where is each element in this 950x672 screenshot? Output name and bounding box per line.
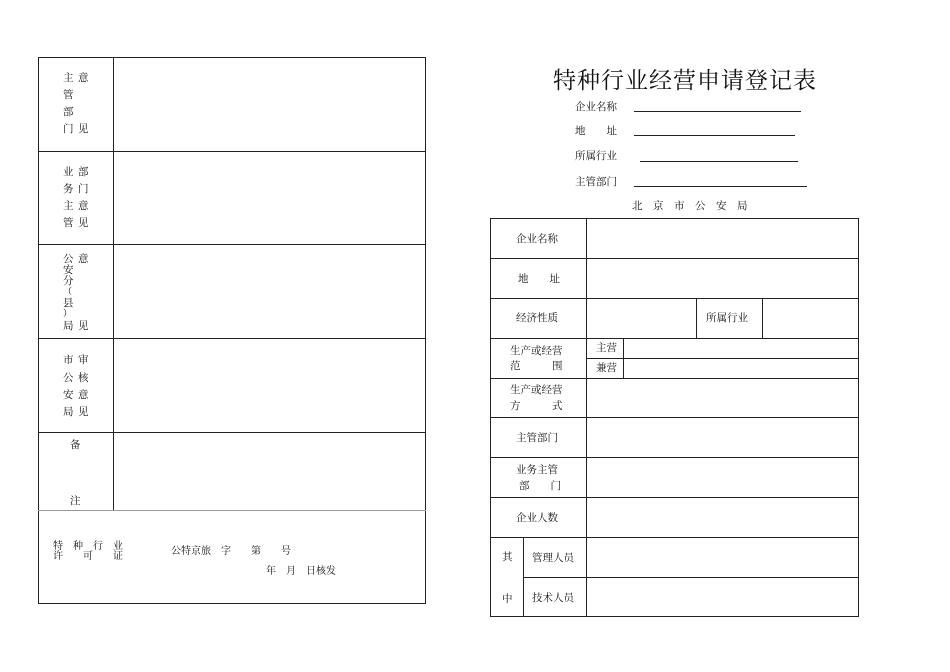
label-char: 管 — [63, 89, 74, 101]
label-char: 县 — [63, 297, 74, 309]
opinion-field[interactable] — [114, 245, 425, 338]
label-char: 审 — [78, 354, 89, 366]
table-col-line — [523, 537, 524, 617]
label-char: 意 — [78, 200, 89, 212]
permit-label-line1: 特 种 行 业 — [53, 541, 123, 552]
label-econ-nature: 经济性质 — [516, 312, 558, 324]
managers-field[interactable] — [587, 538, 858, 577]
label-char: 门 — [63, 123, 74, 135]
opinion-field[interactable] — [114, 152, 425, 244]
label-dept: 主管部门 — [516, 432, 558, 444]
label-among-1: 其 — [502, 551, 513, 563]
label-char: 意 — [78, 72, 89, 84]
opinion-field[interactable] — [114, 58, 425, 150]
header-address-field[interactable] — [634, 135, 795, 136]
side-biz-field[interactable] — [624, 359, 858, 378]
label-char: 注 — [70, 495, 81, 507]
header-label-address: 地 址 — [575, 125, 617, 137]
label-side-biz: 兼营 — [596, 362, 617, 374]
label-address: 地 址 — [518, 273, 560, 285]
label-scope-line1: 生产或经营 — [510, 345, 563, 357]
label-char: 备 — [70, 439, 81, 451]
label-char: 安 — [63, 389, 74, 401]
label-char: 业 — [63, 166, 74, 178]
label-company-name: 企业名称 — [516, 233, 558, 245]
label-mode-line2: 方 式 — [510, 400, 563, 412]
label-char: 务 — [63, 183, 74, 195]
label-char: 门 — [78, 183, 89, 195]
industry-field[interactable] — [763, 299, 858, 338]
company-name-field[interactable] — [587, 219, 858, 258]
header-dept-field[interactable] — [634, 186, 807, 187]
label-char: 局 — [63, 320, 74, 332]
label-technicians: 技术人员 — [532, 592, 574, 604]
label-char: （ — [63, 287, 73, 297]
label-char: 公 — [63, 372, 74, 384]
label-char: 市 — [63, 354, 74, 366]
label-char: 管 — [63, 217, 74, 229]
label-char: 主 — [63, 200, 74, 212]
form-title: 特种行业经营申请登记表 — [553, 68, 817, 94]
label-char: 安 — [63, 264, 74, 276]
label-managers: 管理人员 — [532, 552, 574, 564]
label-headcount: 企业人数 — [516, 512, 558, 524]
label-biz-dept-line1: 业务主管 — [516, 464, 558, 476]
label-char: 意 — [78, 389, 89, 401]
permit-label-line2: 许 可 证 — [53, 551, 123, 562]
label-char: 见 — [78, 406, 89, 418]
label-char: 核 — [78, 372, 89, 384]
label-char: 见 — [78, 320, 89, 332]
table-col-line — [696, 298, 697, 338]
econ-nature-field[interactable] — [587, 299, 696, 338]
label-main-biz: 主营 — [596, 342, 617, 354]
label-among-2: 中 — [502, 593, 513, 605]
opinion-field[interactable] — [114, 339, 425, 432]
permit-date: 年 月 日核发 — [266, 566, 336, 577]
header-label-company: 企业名称 — [575, 101, 617, 113]
label-biz-dept-line2: 部 门 — [519, 480, 561, 492]
main-biz-field[interactable] — [624, 339, 858, 358]
label-industry: 所属行业 — [706, 312, 748, 324]
label-char: 部 — [63, 106, 74, 118]
technicians-field[interactable] — [587, 578, 858, 616]
label-char: 见 — [78, 217, 89, 229]
biz-dept-field[interactable] — [587, 458, 858, 497]
mode-field[interactable] — [587, 379, 858, 417]
header-company-field[interactable] — [634, 111, 801, 112]
address-field[interactable] — [587, 259, 858, 298]
label-char: 主 — [63, 72, 74, 84]
row-divider — [38, 510, 426, 511]
label-char: 分 — [63, 275, 74, 287]
issuer: 北 京 市 公 安 局 — [632, 200, 748, 212]
label-char: 意 — [78, 253, 89, 265]
dept-field[interactable] — [587, 418, 858, 457]
label-mode-line1: 生产或经营 — [510, 384, 563, 396]
label-char: 公 — [63, 253, 74, 265]
label-char: 部 — [78, 166, 89, 178]
label-char: ） — [63, 309, 73, 319]
header-label-dept: 主管部门 — [575, 176, 617, 188]
label-char: 见 — [78, 123, 89, 135]
label-scope-line2: 范 围 — [510, 360, 563, 372]
headcount-field[interactable] — [587, 498, 858, 537]
header-industry-field[interactable] — [640, 161, 798, 162]
remarks-field[interactable] — [114, 433, 425, 510]
label-char: 局 — [63, 406, 74, 418]
permit-number: 公特京旅 字 第 号 — [171, 546, 291, 557]
header-label-industry: 所属行业 — [575, 150, 617, 162]
